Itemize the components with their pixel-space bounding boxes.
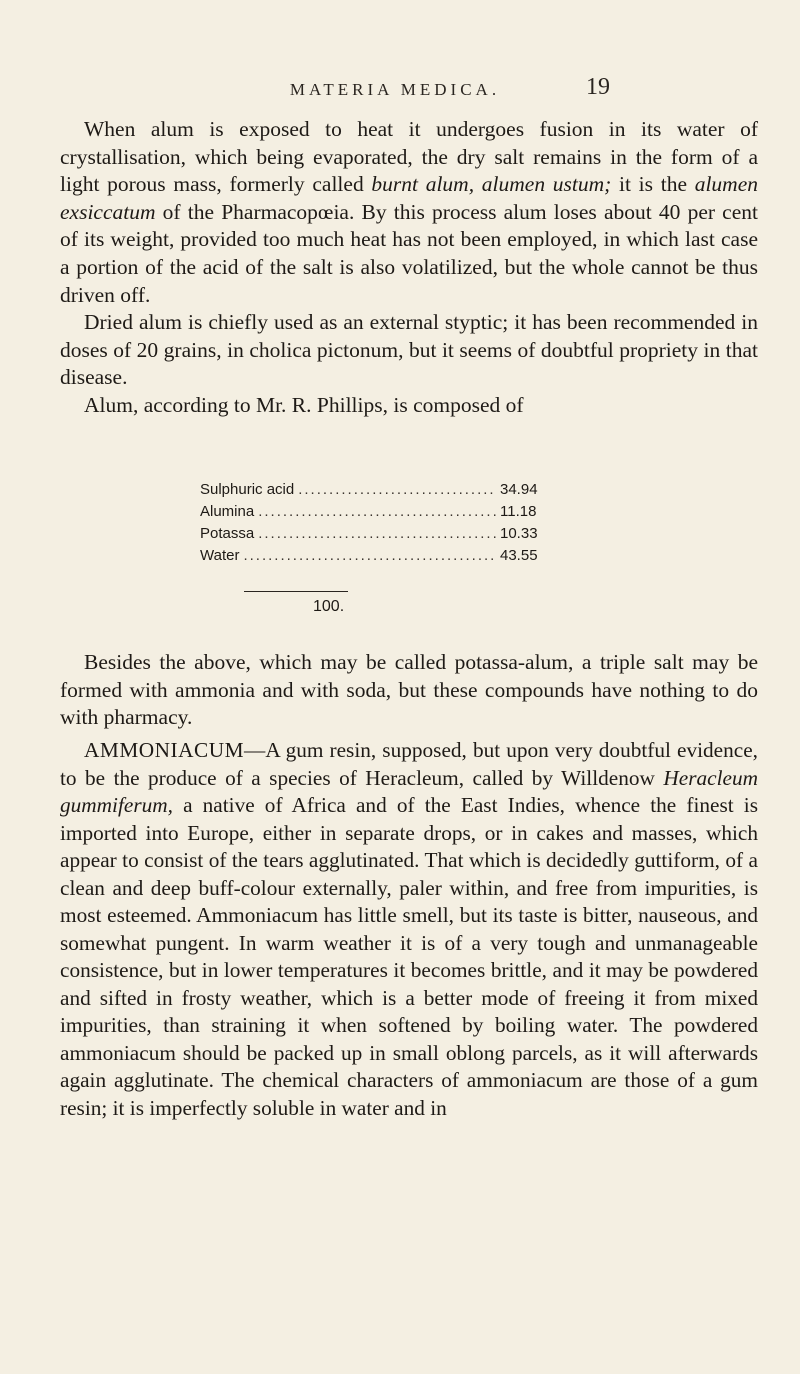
paragraph-ammoniacum: AMMONIACUM—A gum resin, supposed, but upon very doubtful evidence, to be the produce of a species of Heracleum, called by Willdenow Heracleum gummiferum, a native of Africa and of the East Indies, whence the finest is imported into Europe, either in separate drops, or in cakes and masses, which appear to consist of the tears agglutinated. That which is decidedly guttiform, of a clean and deep buff-colour externally, paler within, and free from impurities, is most esteemed. Ammoniacum has little smell, but its taste is bitter, nauseous, and somewhat pungent. In warm weather it is of a very tough and unmanageable consistence, but in lower temperatures it becomes brittle, and it may be powdered and sifted in frosty weather, which is a better mode of freeing it from mixed impurities, than straining it when softened by boiling water. The powdered ammoniacum should be packed up in small oblong parcels, as it will afterwards again agglutinate. The chemical characters of ammoniacum are those of a gum resin; it is imperfectly soluble in water and in [60, 738, 758, 1120]
text-block-ammoniacum [60, 737, 758, 1122]
paragraph-burnt-alum: When alum is exposed to heat it undergoes fusion in its water of crystallisation, which being evaporated, the dry salt remains in the form of a light porous mass, formerly called burnt alum, alumen ustum; it is the alumen exsiccatum of the Pharmacopœia. By this process alum loses about 40 per cent of its weight, provided too much heat has not been employed, in which last case a portion of the acid of the salt is also volatilized, but the whole cannot be thus driven off. [60, 117, 758, 307]
paragraph-composition-intro: Alum, according to Mr. R. Phillips, is composed of [84, 392, 524, 417]
composition-name: Water [200, 547, 240, 564]
italic-term: burnt alum, alumen ustum; [371, 172, 612, 197]
composition-name: Sulphuric acid [200, 481, 295, 498]
composition-value: 43.55 [500, 547, 538, 564]
dot-leader [298, 481, 496, 498]
paragraph-triple-salt: Besides the above, which may be called potassa-alum, a triple salt may be formed with ammonia and with soda, but these compounds have nothing to do with pharmacy. [60, 650, 758, 730]
composition-row [200, 525, 560, 547]
text-block-triple-salt [60, 649, 758, 732]
dot-leader [258, 525, 496, 542]
composition-value: 34.94 [500, 481, 538, 498]
composition-row [200, 481, 560, 503]
composition-total: 100. [313, 598, 345, 615]
dot-leader [258, 503, 496, 520]
text-block-alum [60, 116, 758, 420]
entry-headword: AMMONIACUM [84, 738, 245, 762]
composition-name: Alumina [200, 503, 255, 520]
composition-row [200, 503, 560, 525]
composition-value: 11.18 [500, 503, 537, 520]
composition-table [200, 481, 560, 569]
total-rule [244, 591, 348, 592]
page-number: 19 [586, 74, 610, 100]
composition-value: 10.33 [500, 525, 538, 542]
composition-row [200, 547, 560, 569]
paragraph-dried-alum: Dried alum is chiefly used as an external styptic; it has been recommended in doses of 20 grains, in cholica pictonum, but it seems of doubtful propriety in that disease. [60, 310, 758, 390]
italic-term: alumen exsiccatum [60, 172, 758, 224]
italic-term: Heracleum gummiferum, [60, 765, 758, 817]
dot-leader [243, 547, 496, 564]
composition-name: Potassa [200, 525, 255, 542]
running-head: MATERIA MEDICA. [289, 80, 501, 99]
